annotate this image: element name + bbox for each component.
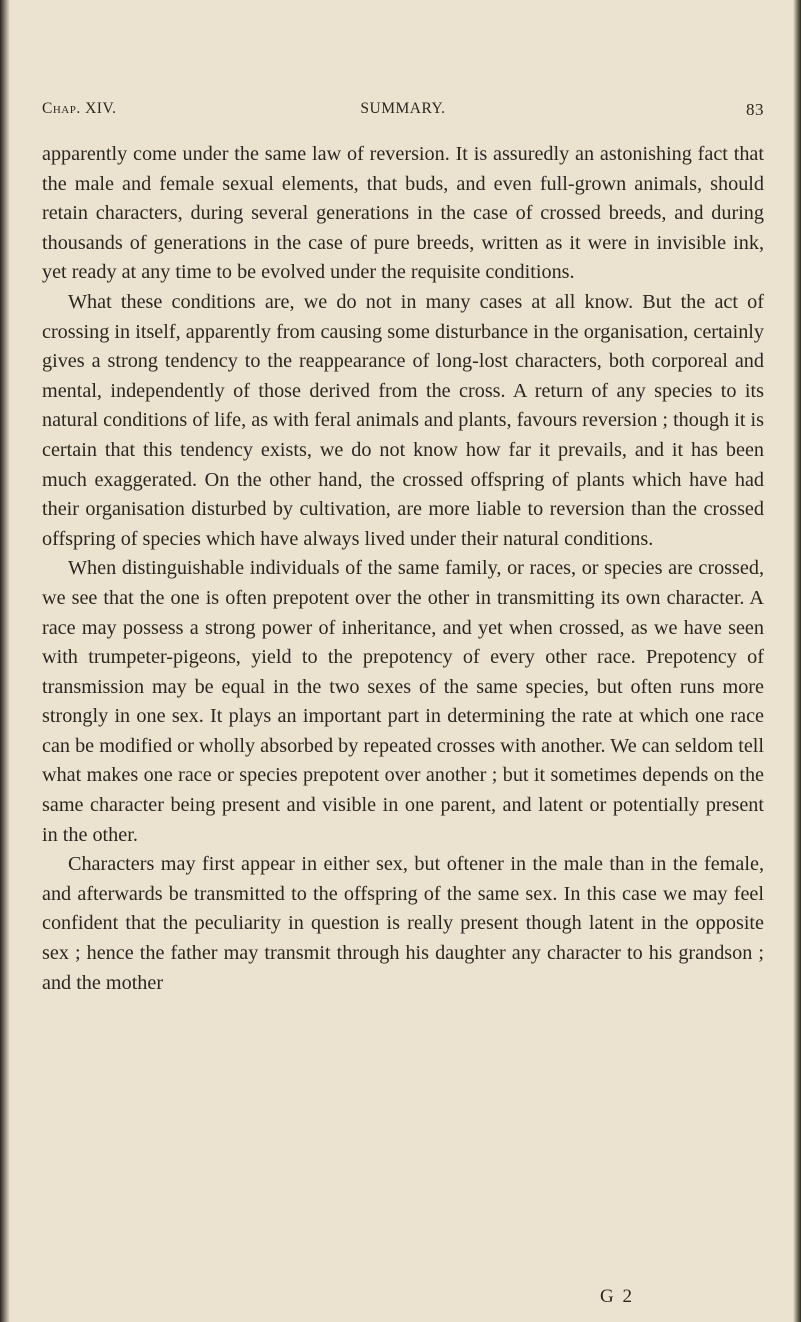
running-head (42, 100, 764, 124)
paragraph: apparently come under the same law of reversion. It is assuredly an astonishing fact that the male and female sexual elements, that buds, and even full-grown animals, should retain characters, during several generations in the case of crossed breeds, and during thousands of generations in the case of pure breeds, written as it were in invisible ink, yet ready at any time to be evolved under the requisite conditions. (42, 143, 764, 284)
body-text (42, 140, 764, 998)
paragraph: Characters may first appear in either sex, but oftener in the male than in the female, and afterwards be transmitted to the offspring of the same sex. In this case we may feel confident that the peculiarity in question is really present though latent in the opposite sex ; hence the father may transmit through his daughter any character to his grandson ; and the mother (42, 853, 764, 994)
paragraph: What these conditions are, we do not in many cases at all know. But the act of crossing in itself, apparently from causing some disturbance in the organisation, certainly gives a strong tendency to the reappearance of long-lost characters, both corporeal and mental, independently of those derived from the cross. A return of any species to its natural conditions of life, as with feral animals and plants, favours reversion ; though it is certain that this tendency exists, we do not know how far it prevails, and it has been much exaggerated. On the other hand, the crossed offspring of plants which have had their organisation disturbed by cultivation, are more liable to reversion than the crossed offspring of species which have always lived under their natural conditions. (42, 290, 764, 550)
paragraph: When distinguishable individuals of the same family, or races, or species are crossed, we see that the one is often prepotent over the other in transmitting its own character. A race may possess a strong power of inheritance, and yet when crossed, as we have seen with trumpeter-pigeons, yield to the prepotency of every other race. Prepotency of transmission may be equal in the two sexes of the same species, but often runs more strongly in one sex. It plays an important part in determining the rate at which one race can be modified or wholly absorbed by repeated crosses with another. We can seldom tell what makes one race or species prepotent over another ; but it sometimes depends on the same character being present and visible in one parent, and latent or potentially present in the other. (42, 557, 764, 846)
page-title: SUMMARY. (360, 100, 446, 117)
chapter-label: Chap. XIV. (42, 100, 117, 117)
page-edge-right (793, 0, 801, 1322)
page-number: 83 (746, 100, 764, 119)
page-edge-left (0, 0, 10, 1322)
signature-mark: G 2 (600, 1286, 634, 1307)
